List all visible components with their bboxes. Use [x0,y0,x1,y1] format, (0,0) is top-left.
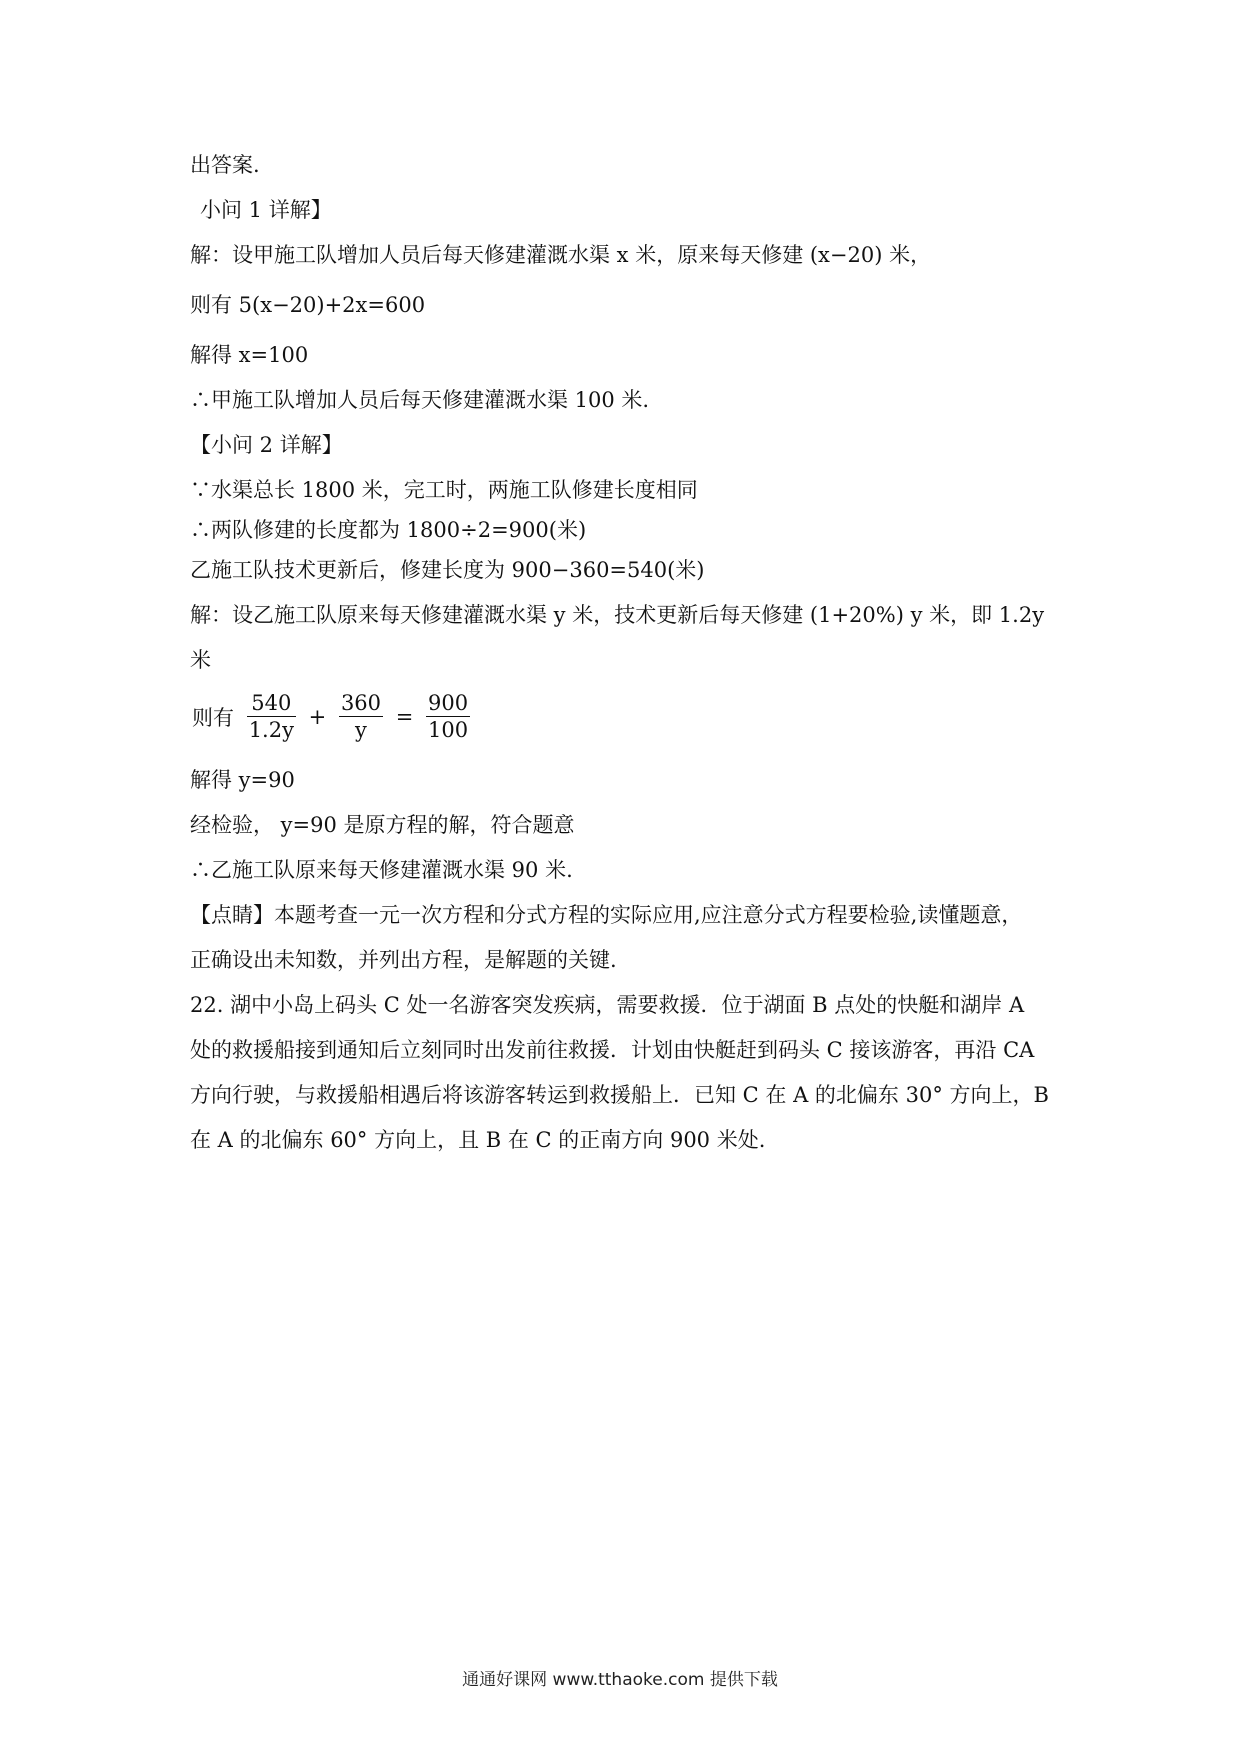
section-heading: 【小问 2 详解】 [190,433,343,457]
fraction-2-denominator: y [355,718,367,742]
text-line: ∵水渠总长 1800 米，完工时，两施工队修建长度相同 [190,478,698,502]
problem-line: 22. 湖中小岛上码头 C 处一名游客突发疾病，需要救援．位于湖面 B 点处的快艇和湖岸 A [190,993,1025,1017]
summary-line: 正确设出未知数，并列出方程，是解题的关键. [190,948,617,972]
text-line: 米 [190,648,211,672]
summary-line: 【点睛】本题考查一元一次方程和分式方程的实际应用,应注意分式方程要检验,读懂题意， [190,903,1023,927]
text-line: 解得 y=90 [190,768,295,792]
section-heading: 小问 1 详解】 [200,198,332,222]
fraction-3-numerator: 900 [428,691,469,715]
fraction-1-numerator: 540 [247,690,296,717]
fraction-2-numerator: 360 [340,691,382,715]
fraction-equation [190,690,474,743]
text-line: 经检验， y=90 是原方程的解，符合题意 [190,813,575,837]
equals-sign: = [395,704,414,729]
fraction-1 [247,690,296,743]
problem-line: 处的救援船接到通知后立刻同时出发前往救援．计划由快艇赶到码头 C 接该游客，再沿 CA [190,1038,1035,1062]
text-line: 解：设甲施工队增加人员后每天修建灌溉水渠 x 米，原来每天修建 (x−20) 米， [190,243,932,267]
fraction-1-denominator: 1.2y [248,718,294,742]
fraction-3 [426,690,470,743]
problem-line: 在 A 的北偏东 60° 方向上，且 B 在 C 的正南方向 900 米处. [190,1128,766,1152]
page-footer: 通通好课网 www.tthaoke.com 提供下载 [462,1670,778,1690]
text-line: 解：设乙施工队原来每天修建灌溉水渠 y 米，技术更新后每天修建 (1+20%) y 米，即 1.2y [190,603,1045,627]
text-line: 解得 x=100 [190,343,309,367]
text-line: ∴两队修建的长度都为 1800÷2=900(米) [190,518,587,542]
equation-line: 则有 5(x−20)+2x=600 [190,293,426,317]
fraction-3-denominator: 100 [428,718,469,742]
plus-sign: + [308,704,327,729]
text-line: ∴甲施工队增加人员后每天修建灌溉水渠 100 米. [190,388,650,412]
fraction-2 [339,690,383,743]
text-line: 出答案. [190,153,260,177]
problem-line: 方向行驶，与救援船相遇后将该游客转运到救援船上．已知 C 在 A 的北偏东 30° 方向上，B [190,1083,1049,1107]
text-line: 乙施工队技术更新后，修建长度为 900−360=540(米) [190,558,705,582]
text-line: ∴乙施工队原来每天修建灌溉水渠 90 米. [190,858,573,882]
equation-prefix: 则有 [192,705,234,730]
